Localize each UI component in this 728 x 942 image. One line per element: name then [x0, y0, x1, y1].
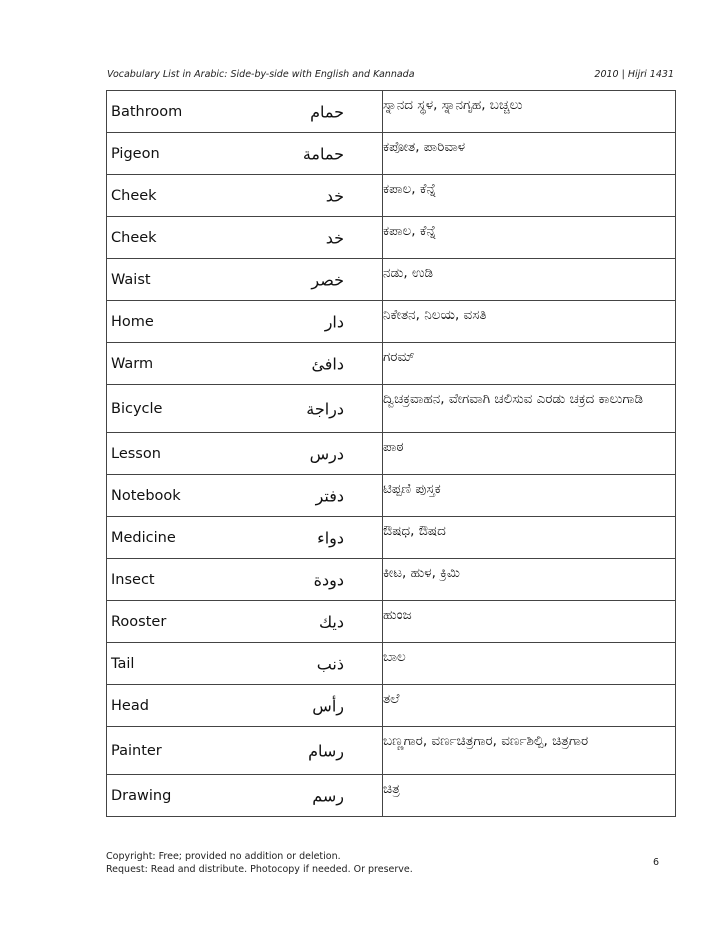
- english-word: Medicine: [111, 529, 176, 546]
- kannada-cell: [383, 433, 676, 475]
- kannada-word: ಕಪಾಲ, ಕೆನ್ನೆ: [383, 181, 437, 197]
- kannada-cell: [383, 259, 676, 301]
- term-cell: [107, 433, 267, 475]
- term-cell: [107, 685, 267, 727]
- table-row: [107, 475, 676, 517]
- kannada-word: ದ್ವಿಚಕ್ರವಾಹನ, ವೇಗವಾಗಿ ಚಲಿಸುವ ಎರಡು ಚಕ್ರದ ಕಾಲುಗಾಡಿ: [383, 391, 643, 407]
- term-cell: [107, 301, 267, 343]
- arabic-word: رأس: [312, 696, 344, 715]
- english-word: Painter: [111, 742, 162, 759]
- kannada-cell: [383, 775, 676, 817]
- kannada-word: ಗರಮ್: [383, 349, 415, 365]
- kannada-cell: [383, 343, 676, 385]
- kannada-cell: [383, 559, 676, 601]
- kannada-cell: [383, 91, 676, 133]
- table-row: [107, 517, 676, 559]
- arabic-word: دافئ: [311, 354, 344, 373]
- arabic-word: ذنب: [316, 654, 344, 673]
- kannada-word: ಬಣ್ಣಗಾರ, ವರ್ಣಚಿತ್ರಗಾರ, ವರ್ಣಶಿಲ್ಪಿ, ಚಿತ್ರಗಾರ: [383, 733, 589, 749]
- term-cell: [107, 643, 267, 685]
- kannada-cell: [383, 643, 676, 685]
- kannada-cell: [383, 133, 676, 175]
- arabic-cell: [267, 259, 383, 301]
- arabic-word: رسم: [312, 786, 344, 805]
- english-word: Notebook: [111, 487, 181, 504]
- term-cell: [107, 385, 267, 433]
- arabic-cell: [267, 217, 383, 259]
- arabic-cell: [267, 517, 383, 559]
- header-title: Vocabulary List in Arabic: Side-by-side with English and Kannada: [107, 69, 415, 80]
- kannada-word: ಪಾಠ: [383, 439, 404, 455]
- kannada-word: ನಿಕೇತನ, ನಿಲಯ, ವಸತಿ: [383, 307, 487, 323]
- arabic-word: دفتر: [315, 486, 344, 505]
- arabic-cell: [267, 475, 383, 517]
- term-cell: [107, 475, 267, 517]
- arabic-cell: [267, 433, 383, 475]
- table-row: [107, 433, 676, 475]
- arabic-word: حمام: [310, 102, 344, 121]
- arabic-cell: [267, 685, 383, 727]
- term-cell: [107, 559, 267, 601]
- term-cell: [107, 91, 267, 133]
- table-row: [107, 727, 676, 775]
- english-word: Bicycle: [111, 400, 163, 417]
- term-cell: [107, 217, 267, 259]
- arabic-cell: [267, 301, 383, 343]
- kannada-word: ಕೀಟ, ಹುಳ, ಕ್ರಿಮಿ: [383, 565, 460, 581]
- kannada-cell: [383, 175, 676, 217]
- arabic-cell: [267, 643, 383, 685]
- table-row: [107, 559, 676, 601]
- kannada-word: ತಲೆ: [383, 691, 400, 707]
- arabic-cell: [267, 559, 383, 601]
- table-row: [107, 91, 676, 133]
- english-word: Warm: [111, 355, 154, 372]
- table-row: [107, 217, 676, 259]
- table-row: [107, 385, 676, 433]
- english-word: Drawing: [111, 787, 172, 804]
- english-word: Lesson: [111, 445, 161, 462]
- english-word: Tail: [111, 655, 135, 672]
- kannada-word: ಬಾಲ: [383, 649, 406, 665]
- arabic-word: دراجة: [306, 399, 344, 418]
- term-cell: [107, 259, 267, 301]
- arabic-word: ديك: [318, 612, 344, 631]
- footer: [106, 850, 413, 876]
- table-row: [107, 685, 676, 727]
- kannada-cell: [383, 475, 676, 517]
- arabic-cell: [267, 91, 383, 133]
- arabic-word: دواء: [317, 528, 344, 547]
- table-row: [107, 133, 676, 175]
- arabic-word: خد: [325, 228, 344, 247]
- arabic-word: درس: [309, 444, 344, 463]
- arabic-cell: [267, 175, 383, 217]
- page-number: 6: [653, 857, 660, 868]
- table-row: [107, 643, 676, 685]
- arabic-cell: [267, 343, 383, 385]
- table-row: [107, 301, 676, 343]
- english-word: Rooster: [111, 613, 167, 630]
- term-cell: [107, 343, 267, 385]
- header-date: 2010 | Hijri 1431: [594, 69, 674, 80]
- arabic-word: خصر: [311, 270, 344, 289]
- arabic-cell: [267, 775, 383, 817]
- kannada-cell: [383, 601, 676, 643]
- english-word: Head: [111, 697, 149, 714]
- english-word: Cheek: [111, 187, 157, 204]
- arabic-cell: [267, 385, 383, 433]
- english-word: Home: [111, 313, 154, 330]
- english-word: Waist: [111, 271, 151, 288]
- english-word: Pigeon: [111, 145, 160, 162]
- kannada-word: ಹುಂಜ: [383, 607, 412, 623]
- arabic-word: حمامة: [302, 144, 344, 163]
- table-row: [107, 259, 676, 301]
- kannada-cell: [383, 685, 676, 727]
- arabic-word: خد: [325, 186, 344, 205]
- request-line: Request: Read and distribute. Photocopy if needed. Or preserve.: [106, 864, 413, 875]
- term-cell: [107, 175, 267, 217]
- english-word: Cheek: [111, 229, 157, 246]
- term-cell: [107, 133, 267, 175]
- kannada-word: ಚಿತ್ರ: [383, 781, 400, 797]
- kannada-word: ಟಿಪ್ಪಣಿ ಪುಸ್ತಕ: [383, 481, 441, 497]
- arabic-cell: [267, 601, 383, 643]
- kannada-cell: [383, 301, 676, 343]
- vocabulary-table: [106, 90, 676, 817]
- english-word: Insect: [111, 571, 155, 588]
- term-cell: [107, 517, 267, 559]
- table-row: [107, 343, 676, 385]
- kannada-word: ಕಪೋತ, ಪಾರಿವಾಳ: [383, 139, 466, 155]
- table-row: [107, 775, 676, 817]
- kannada-cell: [383, 727, 676, 775]
- term-cell: [107, 727, 267, 775]
- kannada-cell: [383, 385, 676, 433]
- table-row: [107, 175, 676, 217]
- arabic-word: رسام: [308, 741, 344, 760]
- arabic-word: دودة: [313, 570, 344, 589]
- kannada-word: ಔಷಧ, ಔಷದ: [383, 523, 446, 539]
- table-row: [107, 601, 676, 643]
- kannada-word: ಕಪಾಲ, ಕೆನ್ನೆ: [383, 223, 437, 239]
- kannada-cell: [383, 517, 676, 559]
- kannada-word: ನಡು, ಉಡಿ: [383, 265, 433, 281]
- term-cell: [107, 775, 267, 817]
- english-word: Bathroom: [111, 103, 183, 120]
- kannada-word: ಸ್ನಾನದ ಸ್ಥಳ, ಸ್ನಾನಗೃಹ, ಬಚ್ಚಲು: [383, 97, 523, 113]
- arabic-cell: [267, 133, 383, 175]
- arabic-word: دار: [324, 312, 344, 331]
- arabic-cell: [267, 727, 383, 775]
- term-cell: [107, 601, 267, 643]
- kannada-cell: [383, 217, 676, 259]
- copyright-line: Copyright: Free; provided no addition or deletion.: [106, 851, 341, 862]
